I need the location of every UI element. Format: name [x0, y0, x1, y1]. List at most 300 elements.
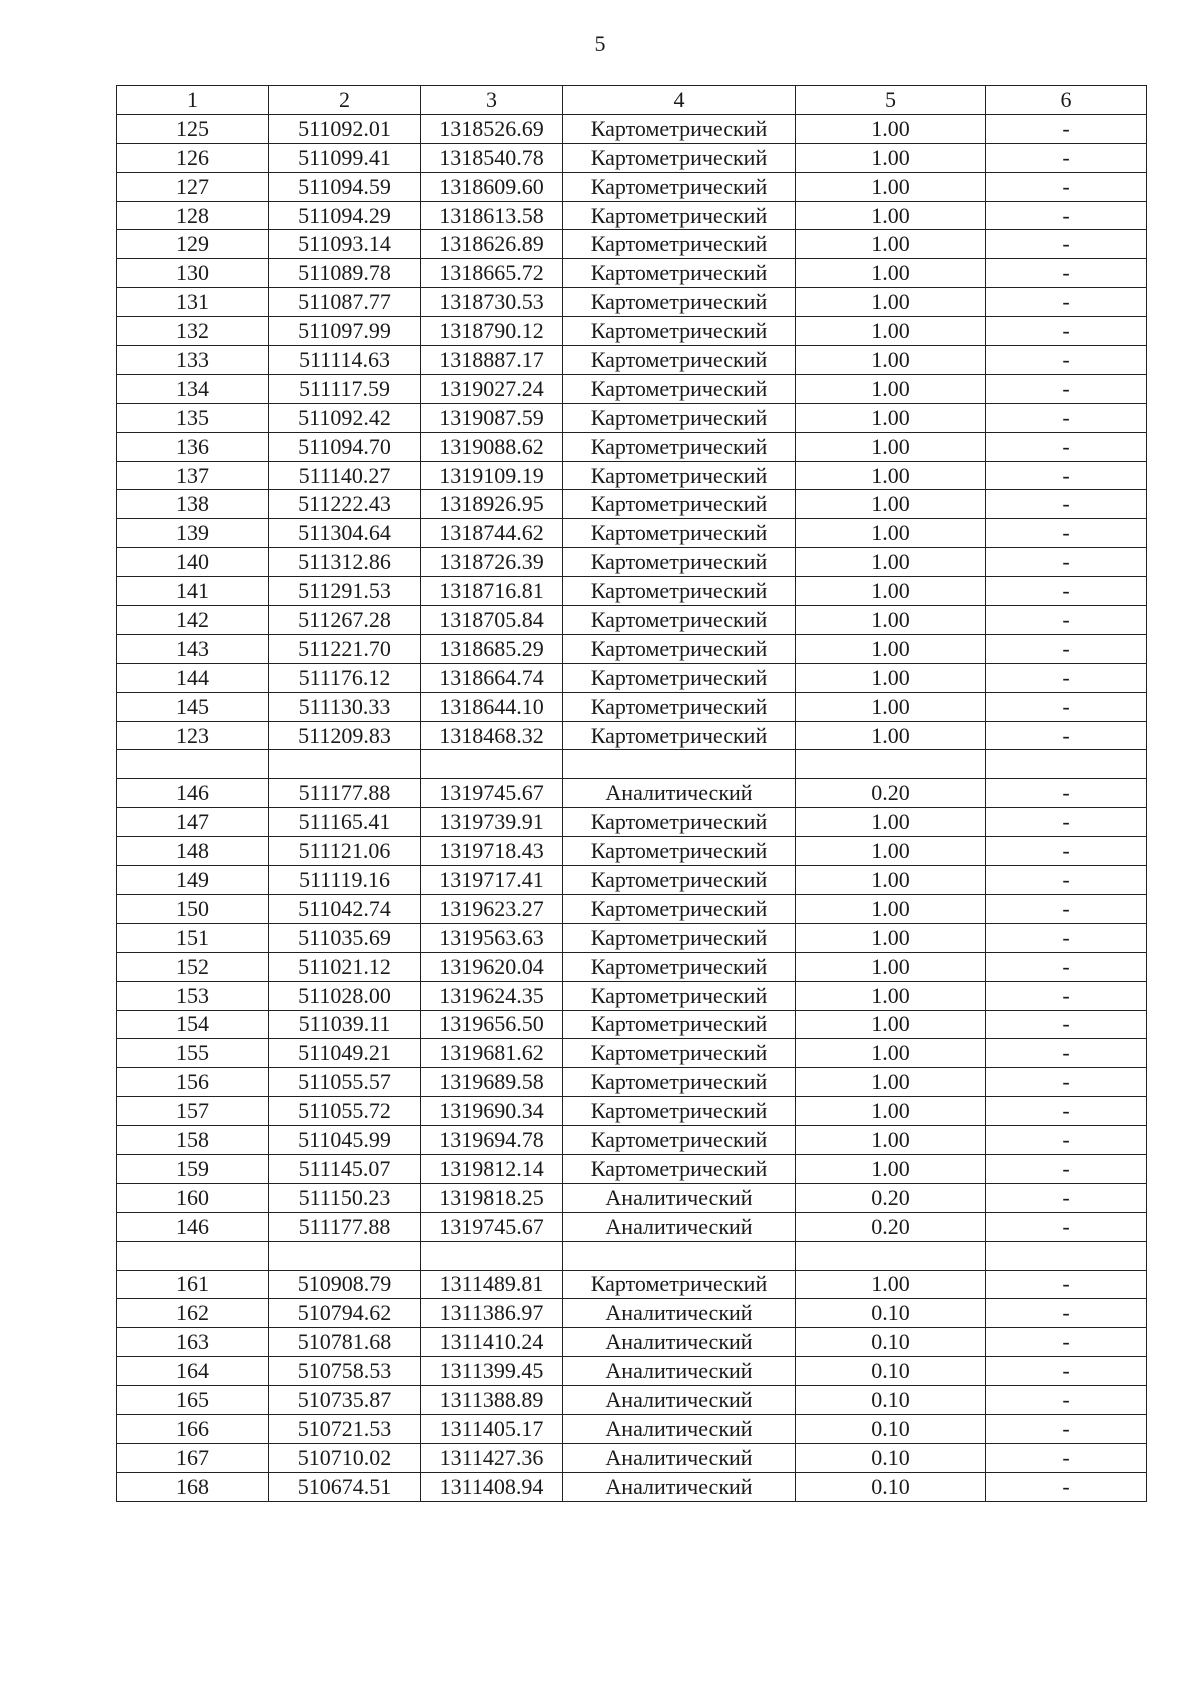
table-row	[117, 692, 1147, 721]
x-coordinate-cell: 511177.88	[269, 779, 421, 808]
table-row	[117, 721, 1147, 750]
method-cell: Картометрический	[563, 490, 796, 519]
accuracy-cell: 1.00	[796, 143, 986, 172]
table-row	[117, 548, 1147, 577]
point-number-cell: 157	[117, 1097, 269, 1126]
table-row	[117, 779, 1147, 808]
method-cell: Картометрический	[563, 259, 796, 288]
y-coordinate-cell: 1319623.27	[421, 894, 563, 923]
table-row	[117, 1299, 1147, 1328]
table-row	[117, 634, 1147, 663]
table-row	[117, 317, 1147, 346]
point-number-cell: 134	[117, 374, 269, 403]
method-cell: Картометрический	[563, 114, 796, 143]
point-number-cell: 142	[117, 606, 269, 635]
x-coordinate-cell: 511021.12	[269, 952, 421, 981]
accuracy-cell: 1.00	[796, 230, 986, 259]
coordinates-table	[116, 85, 1147, 1502]
y-coordinate-cell: 1311489.81	[421, 1270, 563, 1299]
accuracy-cell: 1.00	[796, 577, 986, 606]
note-cell: -	[986, 1357, 1147, 1386]
method-cell: Картометрический	[563, 1270, 796, 1299]
accuracy-cell: 1.00	[796, 288, 986, 317]
x-coordinate-cell: 511089.78	[269, 259, 421, 288]
accuracy-cell: 1.00	[796, 1068, 986, 1097]
point-number-cell: 168	[117, 1472, 269, 1501]
point-number-cell: 143	[117, 634, 269, 663]
y-coordinate-cell	[421, 1241, 563, 1270]
y-coordinate-cell: 1318665.72	[421, 259, 563, 288]
method-cell: Картометрический	[563, 692, 796, 721]
x-coordinate-cell: 511312.86	[269, 548, 421, 577]
accuracy-cell: 1.00	[796, 172, 986, 201]
table-row	[117, 923, 1147, 952]
x-coordinate-cell: 511094.29	[269, 201, 421, 230]
table-row	[117, 866, 1147, 895]
method-cell: Картометрический	[563, 721, 796, 750]
x-coordinate-cell: 510721.53	[269, 1414, 421, 1443]
x-coordinate-cell: 511045.99	[269, 1126, 421, 1155]
table-row	[117, 143, 1147, 172]
accuracy-cell: 1.00	[796, 981, 986, 1010]
table-row	[117, 432, 1147, 461]
x-coordinate-cell: 510794.62	[269, 1299, 421, 1328]
point-number-cell: 127	[117, 172, 269, 201]
point-number-cell: 162	[117, 1299, 269, 1328]
note-cell: -	[986, 663, 1147, 692]
point-number-cell: 131	[117, 288, 269, 317]
note-cell: -	[986, 1010, 1147, 1039]
x-coordinate-cell: 511177.88	[269, 1212, 421, 1241]
note-cell: -	[986, 1270, 1147, 1299]
x-coordinate-cell: 510908.79	[269, 1270, 421, 1299]
note-cell: -	[986, 1328, 1147, 1357]
note-cell: -	[986, 346, 1147, 375]
x-coordinate-cell: 511267.28	[269, 606, 421, 635]
note-cell: -	[986, 808, 1147, 837]
point-number-cell: 145	[117, 692, 269, 721]
table-row	[117, 606, 1147, 635]
y-coordinate-cell: 1311408.94	[421, 1472, 563, 1501]
accuracy-cell: 1.00	[796, 1010, 986, 1039]
method-cell: Картометрический	[563, 1097, 796, 1126]
table-row	[117, 288, 1147, 317]
note-cell: -	[986, 923, 1147, 952]
note-cell: -	[986, 519, 1147, 548]
accuracy-cell: 0.10	[796, 1386, 986, 1415]
note-cell: -	[986, 1097, 1147, 1126]
method-cell: Картометрический	[563, 952, 796, 981]
method-cell: Аналитический	[563, 1357, 796, 1386]
accuracy-cell: 1.00	[796, 201, 986, 230]
table-row	[117, 1097, 1147, 1126]
method-cell: Картометрический	[563, 894, 796, 923]
y-coordinate-cell: 1319681.62	[421, 1039, 563, 1068]
point-number-cell: 146	[117, 779, 269, 808]
accuracy-cell: 1.00	[796, 606, 986, 635]
table-row	[117, 1414, 1147, 1443]
x-coordinate-cell: 511150.23	[269, 1183, 421, 1212]
y-coordinate-cell: 1319624.35	[421, 981, 563, 1010]
note-cell: -	[986, 981, 1147, 1010]
table-row	[117, 1010, 1147, 1039]
table-row	[117, 201, 1147, 230]
table-row	[117, 230, 1147, 259]
x-coordinate-cell: 511039.11	[269, 1010, 421, 1039]
point-number-cell: 167	[117, 1443, 269, 1472]
table-row	[117, 1183, 1147, 1212]
accuracy-cell: 1.00	[796, 548, 986, 577]
table-row	[117, 750, 1147, 779]
accuracy-cell: 0.20	[796, 1183, 986, 1212]
x-coordinate-cell: 511176.12	[269, 663, 421, 692]
accuracy-cell: 1.00	[796, 923, 986, 952]
accuracy-cell: 1.00	[796, 721, 986, 750]
table-row	[117, 1386, 1147, 1415]
accuracy-cell: 1.00	[796, 837, 986, 866]
x-coordinate-cell	[269, 750, 421, 779]
accuracy-cell: 1.00	[796, 461, 986, 490]
accuracy-cell: 1.00	[796, 259, 986, 288]
method-cell: Картометрический	[563, 866, 796, 895]
point-number-cell: 136	[117, 432, 269, 461]
note-cell: -	[986, 548, 1147, 577]
y-coordinate-cell: 1318644.10	[421, 692, 563, 721]
note-cell	[986, 750, 1147, 779]
column-header: 5	[796, 86, 986, 115]
note-cell: -	[986, 172, 1147, 201]
y-coordinate-cell: 1318609.60	[421, 172, 563, 201]
y-coordinate-cell: 1318540.78	[421, 143, 563, 172]
note-cell: -	[986, 721, 1147, 750]
method-cell: Аналитический	[563, 1386, 796, 1415]
note-cell: -	[986, 1299, 1147, 1328]
accuracy-cell: 1.00	[796, 1154, 986, 1183]
x-coordinate-cell: 511028.00	[269, 981, 421, 1010]
y-coordinate-cell: 1311427.36	[421, 1443, 563, 1472]
table-row	[117, 346, 1147, 375]
note-cell: -	[986, 374, 1147, 403]
method-cell: Картометрический	[563, 577, 796, 606]
x-coordinate-cell: 511130.33	[269, 692, 421, 721]
x-coordinate-cell: 511117.59	[269, 374, 421, 403]
y-coordinate-cell: 1319088.62	[421, 432, 563, 461]
point-number-cell: 149	[117, 866, 269, 895]
method-cell: Картометрический	[563, 548, 796, 577]
y-coordinate-cell: 1318744.62	[421, 519, 563, 548]
method-cell: Картометрический	[563, 634, 796, 663]
x-coordinate-cell: 510674.51	[269, 1472, 421, 1501]
y-coordinate-cell: 1318726.39	[421, 548, 563, 577]
method-cell: Картометрический	[563, 461, 796, 490]
table-header-row	[117, 86, 1147, 115]
y-coordinate-cell: 1319694.78	[421, 1126, 563, 1155]
y-coordinate-cell: 1311386.97	[421, 1299, 563, 1328]
y-coordinate-cell: 1318468.32	[421, 721, 563, 750]
accuracy-cell: 1.00	[796, 317, 986, 346]
table-row	[117, 374, 1147, 403]
y-coordinate-cell: 1319620.04	[421, 952, 563, 981]
method-cell: Картометрический	[563, 288, 796, 317]
point-number-cell: 164	[117, 1357, 269, 1386]
method-cell: Аналитический	[563, 1212, 796, 1241]
accuracy-cell: 1.00	[796, 1097, 986, 1126]
y-coordinate-cell: 1318626.89	[421, 230, 563, 259]
point-number-cell: 126	[117, 143, 269, 172]
column-header: 6	[986, 86, 1147, 115]
note-cell: -	[986, 894, 1147, 923]
method-cell: Аналитический	[563, 1328, 796, 1357]
note-cell: -	[986, 577, 1147, 606]
x-coordinate-cell: 511145.07	[269, 1154, 421, 1183]
note-cell: -	[986, 1039, 1147, 1068]
method-cell: Картометрический	[563, 346, 796, 375]
x-coordinate-cell: 511291.53	[269, 577, 421, 606]
table-row	[117, 952, 1147, 981]
method-cell: Аналитический	[563, 1183, 796, 1212]
note-cell: -	[986, 1126, 1147, 1155]
method-cell: Картометрический	[563, 201, 796, 230]
point-number-cell: 140	[117, 548, 269, 577]
table-row	[117, 403, 1147, 432]
accuracy-cell: 0.10	[796, 1472, 986, 1501]
table-row	[117, 1154, 1147, 1183]
method-cell: Картометрический	[563, 143, 796, 172]
method-cell: Картометрический	[563, 1010, 796, 1039]
accuracy-cell: 0.10	[796, 1299, 986, 1328]
method-cell: Картометрический	[563, 981, 796, 1010]
y-coordinate-cell: 1311405.17	[421, 1414, 563, 1443]
method-cell: Аналитический	[563, 1299, 796, 1328]
x-coordinate-cell: 511222.43	[269, 490, 421, 519]
table-row	[117, 519, 1147, 548]
accuracy-cell: 1.00	[796, 519, 986, 548]
point-number-cell: 160	[117, 1183, 269, 1212]
method-cell: Картометрический	[563, 374, 796, 403]
table-row	[117, 981, 1147, 1010]
point-number-cell: 156	[117, 1068, 269, 1097]
method-cell: Картометрический	[563, 1039, 796, 1068]
table-row	[117, 461, 1147, 490]
y-coordinate-cell: 1318613.58	[421, 201, 563, 230]
method-cell: Картометрический	[563, 1154, 796, 1183]
accuracy-cell: 0.10	[796, 1414, 986, 1443]
y-coordinate-cell: 1319087.59	[421, 403, 563, 432]
point-number-cell: 146	[117, 1212, 269, 1241]
y-coordinate-cell: 1319563.63	[421, 923, 563, 952]
point-number-cell: 123	[117, 721, 269, 750]
method-cell: Картометрический	[563, 519, 796, 548]
accuracy-cell	[796, 750, 986, 779]
accuracy-cell: 0.10	[796, 1328, 986, 1357]
accuracy-cell: 1.00	[796, 663, 986, 692]
note-cell: -	[986, 1443, 1147, 1472]
point-number-cell: 147	[117, 808, 269, 837]
note-cell: -	[986, 692, 1147, 721]
x-coordinate-cell: 511209.83	[269, 721, 421, 750]
x-coordinate-cell: 511140.27	[269, 461, 421, 490]
y-coordinate-cell: 1318926.95	[421, 490, 563, 519]
y-coordinate-cell: 1318526.69	[421, 114, 563, 143]
table-row	[117, 808, 1147, 837]
point-number-cell: 128	[117, 201, 269, 230]
table-row	[117, 259, 1147, 288]
y-coordinate-cell: 1319656.50	[421, 1010, 563, 1039]
point-number-cell: 132	[117, 317, 269, 346]
table-row	[117, 577, 1147, 606]
accuracy-cell: 1.00	[796, 952, 986, 981]
x-coordinate-cell: 511042.74	[269, 894, 421, 923]
point-number-cell: 137	[117, 461, 269, 490]
table-row	[117, 1472, 1147, 1501]
y-coordinate-cell: 1319689.58	[421, 1068, 563, 1097]
y-coordinate-cell: 1318685.29	[421, 634, 563, 663]
point-number-cell: 144	[117, 663, 269, 692]
y-coordinate-cell: 1311388.89	[421, 1386, 563, 1415]
accuracy-cell: 1.00	[796, 866, 986, 895]
x-coordinate-cell: 510735.87	[269, 1386, 421, 1415]
point-number-cell: 125	[117, 114, 269, 143]
point-number-cell: 130	[117, 259, 269, 288]
y-coordinate-cell: 1318705.84	[421, 606, 563, 635]
y-coordinate-cell: 1311410.24	[421, 1328, 563, 1357]
note-cell: -	[986, 634, 1147, 663]
method-cell: Картометрический	[563, 663, 796, 692]
note-cell: -	[986, 866, 1147, 895]
table-row	[117, 894, 1147, 923]
accuracy-cell: 1.00	[796, 894, 986, 923]
table-body	[117, 114, 1147, 1501]
table-row	[117, 837, 1147, 866]
point-number-cell: 138	[117, 490, 269, 519]
note-cell: -	[986, 1154, 1147, 1183]
accuracy-cell: 1.00	[796, 692, 986, 721]
point-number-cell: 159	[117, 1154, 269, 1183]
y-coordinate-cell: 1319717.41	[421, 866, 563, 895]
note-cell: -	[986, 461, 1147, 490]
x-coordinate-cell: 511055.57	[269, 1068, 421, 1097]
note-cell: -	[986, 490, 1147, 519]
note-cell: -	[986, 432, 1147, 461]
accuracy-cell: 1.00	[796, 432, 986, 461]
note-cell: -	[986, 606, 1147, 635]
table-row	[117, 663, 1147, 692]
accuracy-cell: 1.00	[796, 808, 986, 837]
column-header: 4	[563, 86, 796, 115]
point-number-cell: 158	[117, 1126, 269, 1155]
x-coordinate-cell: 511121.06	[269, 837, 421, 866]
note-cell: -	[986, 1386, 1147, 1415]
table-row	[117, 1270, 1147, 1299]
table-row	[117, 1068, 1147, 1097]
point-number-cell: 165	[117, 1386, 269, 1415]
y-coordinate-cell: 1319818.25	[421, 1183, 563, 1212]
accuracy-cell: 1.00	[796, 1126, 986, 1155]
y-coordinate-cell: 1318730.53	[421, 288, 563, 317]
y-coordinate-cell: 1319812.14	[421, 1154, 563, 1183]
method-cell: Аналитический	[563, 1443, 796, 1472]
note-cell: -	[986, 1472, 1147, 1501]
x-coordinate-cell: 511221.70	[269, 634, 421, 663]
x-coordinate-cell	[269, 1241, 421, 1270]
method-cell: Картометрический	[563, 432, 796, 461]
note-cell: -	[986, 1183, 1147, 1212]
y-coordinate-cell: 1319745.67	[421, 779, 563, 808]
method-cell: Картометрический	[563, 923, 796, 952]
point-number-cell: 129	[117, 230, 269, 259]
note-cell: -	[986, 230, 1147, 259]
accuracy-cell: 1.00	[796, 346, 986, 375]
page-number: 5	[594, 31, 606, 56]
table-row	[117, 490, 1147, 519]
x-coordinate-cell: 511049.21	[269, 1039, 421, 1068]
accuracy-cell: 0.10	[796, 1443, 986, 1472]
table-row	[117, 114, 1147, 143]
x-coordinate-cell: 511165.41	[269, 808, 421, 837]
x-coordinate-cell: 511097.99	[269, 317, 421, 346]
point-number-cell	[117, 1241, 269, 1270]
x-coordinate-cell: 511119.16	[269, 866, 421, 895]
method-cell	[563, 1241, 796, 1270]
table-row	[117, 1357, 1147, 1386]
method-cell: Картометрический	[563, 230, 796, 259]
accuracy-cell	[796, 1241, 986, 1270]
method-cell: Картометрический	[563, 317, 796, 346]
point-number-cell: 133	[117, 346, 269, 375]
table-row	[117, 1039, 1147, 1068]
method-cell: Аналитический	[563, 1414, 796, 1443]
method-cell: Картометрический	[563, 403, 796, 432]
method-cell: Картометрический	[563, 606, 796, 635]
column-header: 3	[421, 86, 563, 115]
column-header: 1	[117, 86, 269, 115]
accuracy-cell: 1.00	[796, 403, 986, 432]
x-coordinate-cell: 511055.72	[269, 1097, 421, 1126]
y-coordinate-cell: 1319109.19	[421, 461, 563, 490]
point-number-cell: 163	[117, 1328, 269, 1357]
method-cell: Картометрический	[563, 1126, 796, 1155]
method-cell: Картометрический	[563, 172, 796, 201]
note-cell: -	[986, 1212, 1147, 1241]
x-coordinate-cell: 511099.41	[269, 143, 421, 172]
table-row	[117, 1328, 1147, 1357]
accuracy-cell: 1.00	[796, 490, 986, 519]
x-coordinate-cell: 511092.01	[269, 114, 421, 143]
x-coordinate-cell: 510781.68	[269, 1328, 421, 1357]
point-number-cell: 135	[117, 403, 269, 432]
method-cell: Аналитический	[563, 1472, 796, 1501]
accuracy-cell: 1.00	[796, 634, 986, 663]
x-coordinate-cell: 511087.77	[269, 288, 421, 317]
accuracy-cell: 0.10	[796, 1357, 986, 1386]
x-coordinate-cell: 511035.69	[269, 923, 421, 952]
point-number-cell: 155	[117, 1039, 269, 1068]
x-coordinate-cell: 510710.02	[269, 1443, 421, 1472]
point-number-cell: 148	[117, 837, 269, 866]
y-coordinate-cell: 1319718.43	[421, 837, 563, 866]
table-row	[117, 1212, 1147, 1241]
x-coordinate-cell: 511094.59	[269, 172, 421, 201]
accuracy-cell: 1.00	[796, 1270, 986, 1299]
table-row	[117, 1443, 1147, 1472]
point-number-cell	[117, 750, 269, 779]
method-cell: Картометрический	[563, 837, 796, 866]
note-cell: -	[986, 837, 1147, 866]
method-cell: Аналитический	[563, 779, 796, 808]
method-cell	[563, 750, 796, 779]
point-number-cell: 153	[117, 981, 269, 1010]
x-coordinate-cell: 511304.64	[269, 519, 421, 548]
